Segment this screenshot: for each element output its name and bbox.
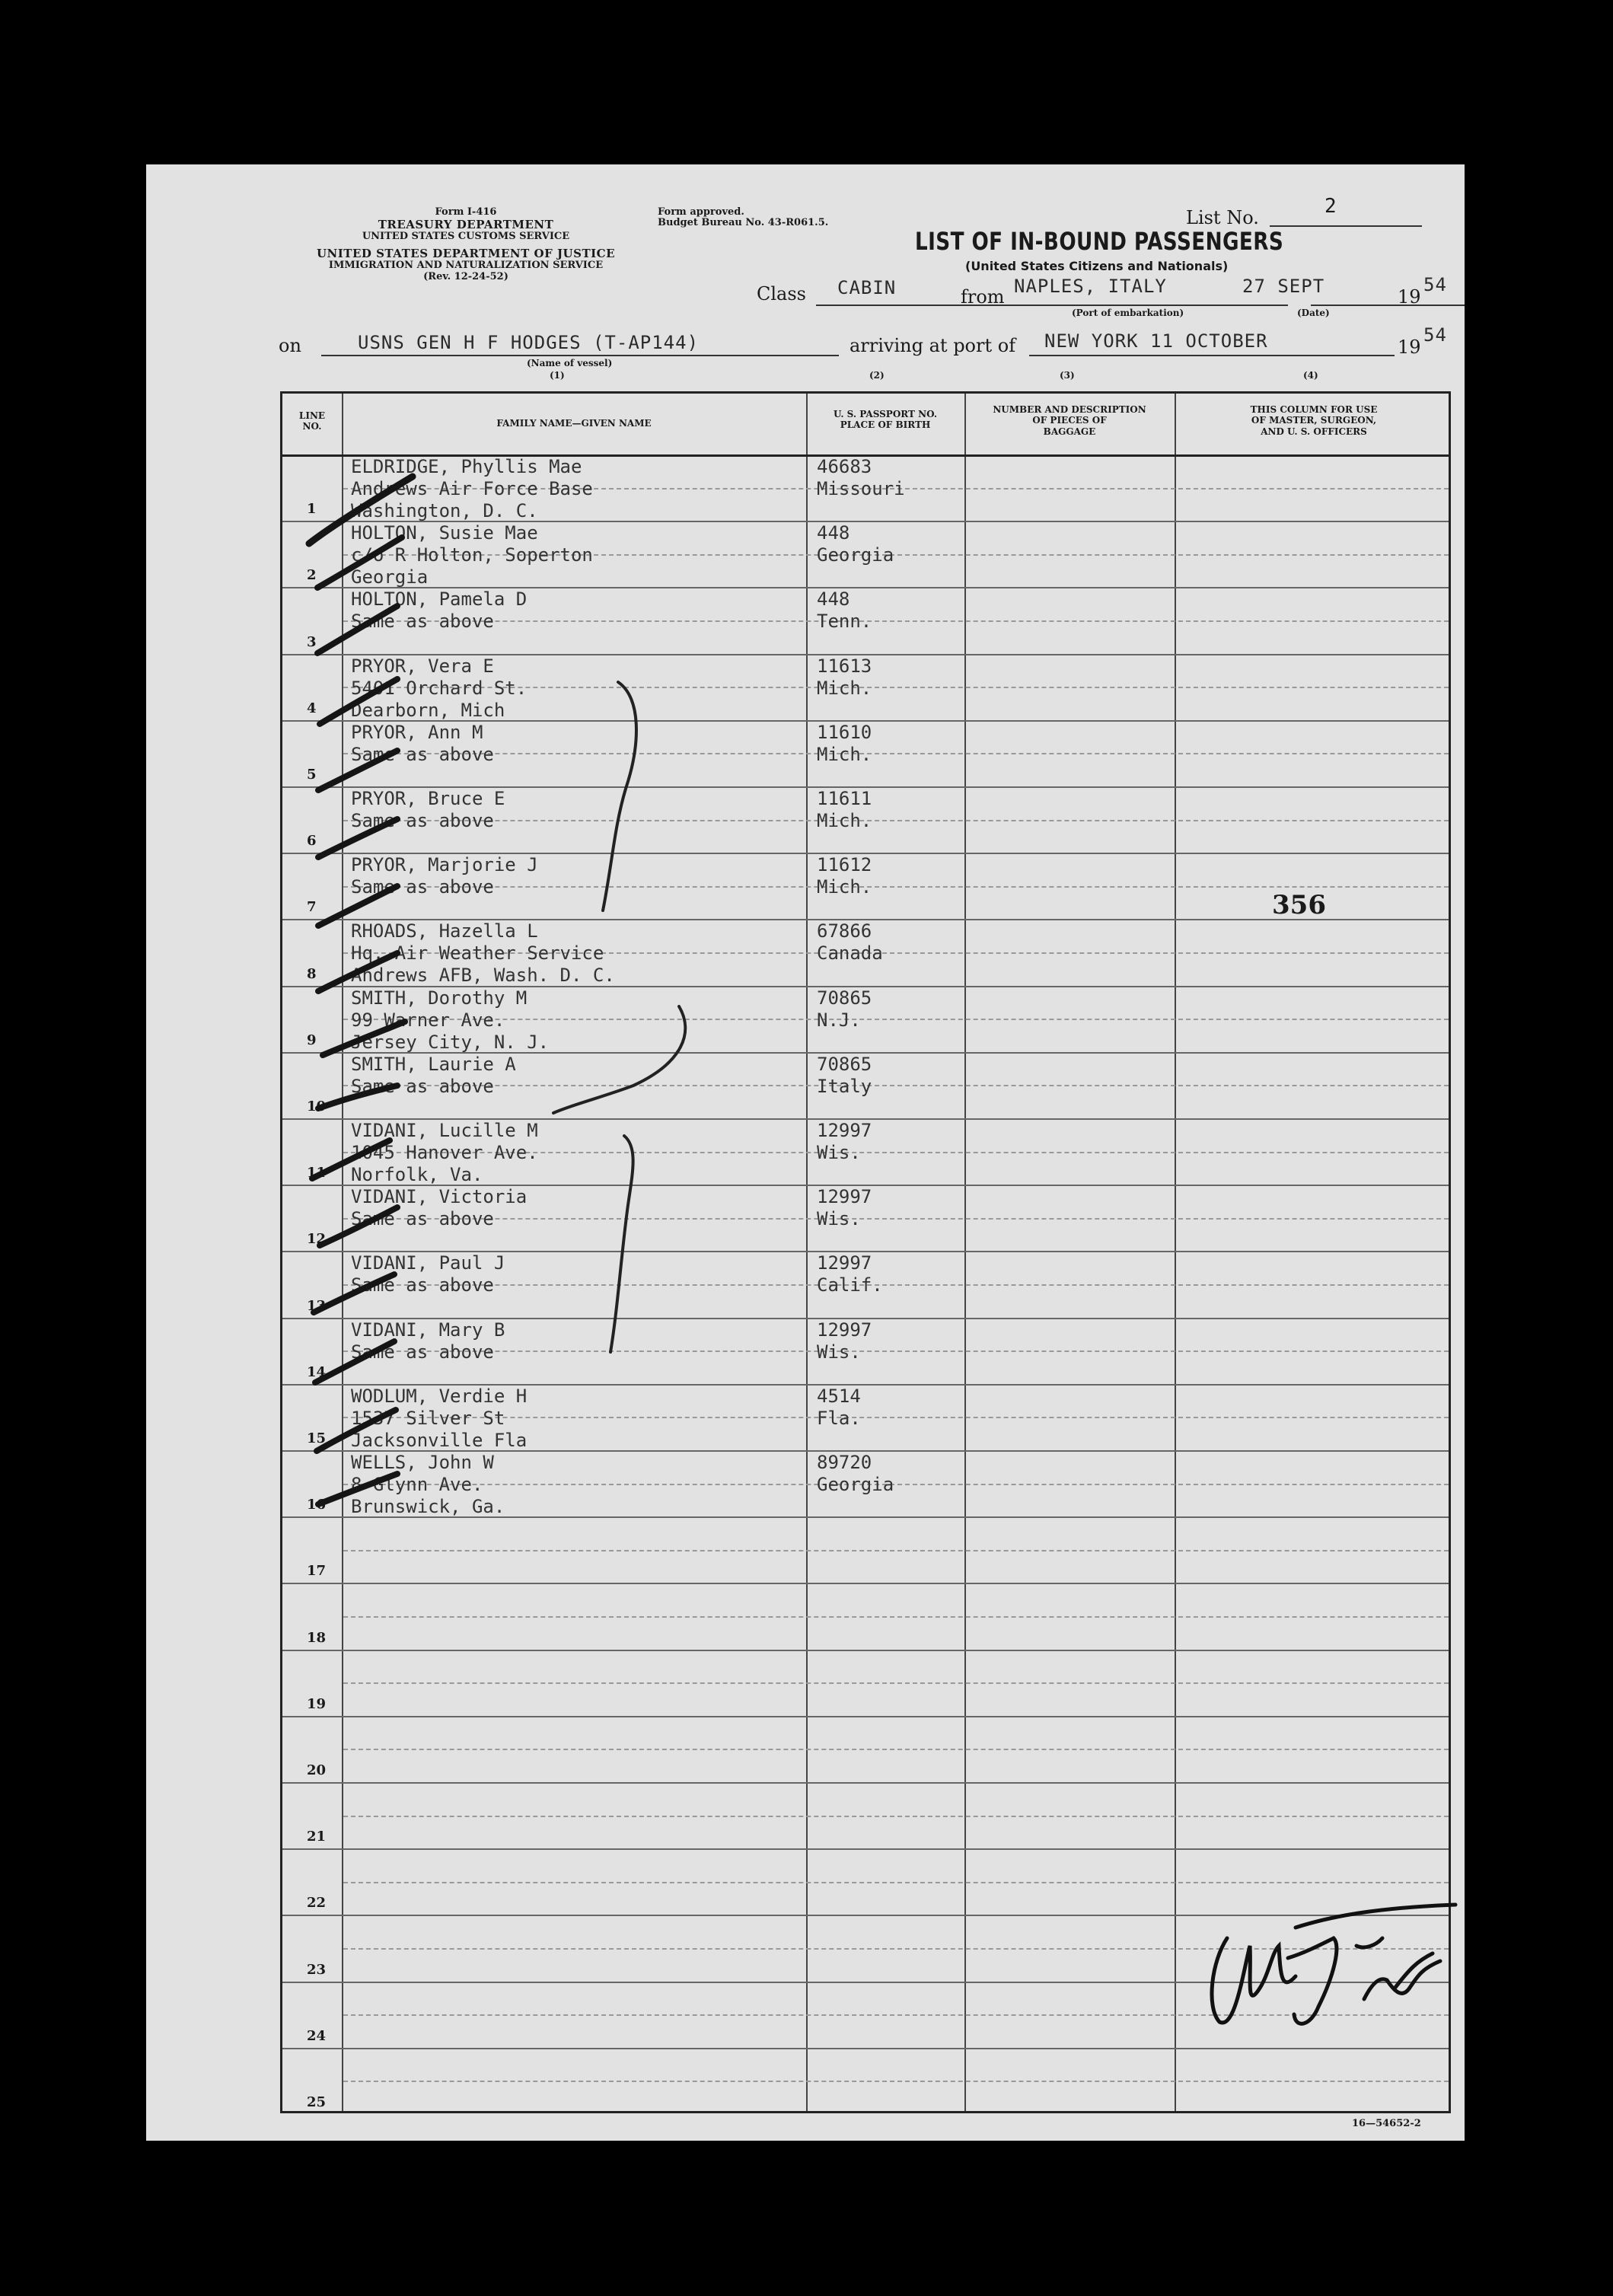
row-divider (282, 1716, 1449, 1717)
revision-date: (Rev. 12-24-52) (423, 271, 508, 283)
arriving-label: arriving at port of (850, 335, 1016, 356)
row-guide (343, 1948, 1449, 1950)
header-baggage: NUMBER AND DESCRIPTION OF PIECES OF BAGGAGE (993, 404, 1146, 437)
passenger-name-address: SMITH, Laurie A Same as above (351, 1053, 516, 1097)
row-divider (282, 1915, 1449, 1916)
document-sheet (146, 164, 1465, 2141)
passport-birthplace: 70865 Italy (817, 1053, 872, 1097)
year-depart: 54 (1423, 274, 1447, 295)
passenger-name-address: VIDANI, Paul J Same as above (351, 1252, 505, 1296)
row-guide (343, 1550, 1449, 1551)
from-label: from (961, 286, 1005, 308)
arrival-line (1029, 355, 1395, 356)
line-number: 25 (307, 2094, 327, 2110)
class-label: Class (757, 283, 806, 305)
passport-birthplace: 11612 Mich. (817, 854, 872, 898)
service-name: UNITED STATES CUSTOMS SERVICE (362, 231, 570, 243)
justice-name: UNITED STATES DEPARTMENT OF JUSTICE (316, 247, 616, 261)
vessel-line (321, 355, 839, 356)
passenger-name-address: VIDANI, Mary B Same as above (351, 1319, 505, 1363)
row-guide (343, 2014, 1449, 2016)
row-guide (343, 1350, 1449, 1352)
arrival-value: NEW YORK 11 OCTOBER (1044, 330, 1268, 352)
passport-birthplace: 448 Georgia (817, 522, 894, 566)
passport-birthplace: 70865 N.J. (817, 987, 872, 1031)
line-number: 19 (307, 1695, 327, 1712)
row-divider (282, 1782, 1449, 1784)
col2-number: (2) (869, 370, 885, 381)
list-number-line (1270, 225, 1422, 227)
passport-birthplace: 46683 Missouri (817, 456, 905, 499)
passport-birthplace: 89720 Georgia (817, 1452, 894, 1495)
row-guide (343, 1882, 1449, 1883)
passenger-name-address: HOLTON, Pamela D Same as above (351, 588, 528, 633)
row-divider (282, 1516, 1449, 1518)
form-number: Form I-416 (435, 206, 497, 218)
row-divider (282, 1982, 1449, 1983)
passenger-name-address: VIDANI, Lucille M 1045 Hanover Ave. Norfolk, Va. (351, 1120, 538, 1185)
line-number: 6 (307, 833, 317, 850)
embark-caption: (Port of embarkation) (1072, 308, 1184, 318)
year-arrive: 54 (1423, 324, 1447, 346)
line-number: 10 (307, 1099, 327, 1115)
passport-birthplace: 12997 Wis. (817, 1120, 872, 1163)
passenger-name-address: ELDRIDGE, Phyllis Mae Andrews Air Force Base Washington, D. C. (351, 456, 593, 521)
year-prefix-arrive: 19 (1398, 336, 1421, 358)
budget-text: Budget Bureau No. 43-R061.5. (658, 217, 829, 229)
header-passport: U. S. PASSPORT NO. PLACE OF BIRTH (833, 409, 938, 431)
line-number: 7 (307, 899, 317, 916)
passenger-name-address: WELLS, John W 8 Glynn Ave. Brunswick, Ga. (351, 1452, 505, 1517)
line-number: 3 (307, 633, 317, 650)
line-number: 8 (307, 965, 317, 982)
row-divider (282, 2048, 1449, 2049)
line-number: 17 (307, 1563, 327, 1580)
line-number: 14 (307, 1363, 327, 1380)
passport-birthplace: 4514 Fla. (817, 1385, 861, 1429)
row-guide (343, 2081, 1449, 2082)
col3-number: (3) (1060, 370, 1075, 381)
line-number: 16 (307, 1497, 327, 1513)
date-caption: (Date) (1297, 308, 1330, 318)
line-number: 24 (307, 2027, 327, 2044)
row-guide (343, 1484, 1449, 1485)
passenger-name-address: HOLTON, Susie Mae c/o R Holton, Soperton Georgia (351, 522, 593, 588)
year-prefix: 19 (1398, 286, 1421, 308)
row-divider (282, 1583, 1449, 1584)
passport-birthplace: 12997 Calif. (817, 1252, 883, 1296)
line-number: 22 (307, 1895, 327, 1912)
line-number: 23 (307, 1961, 327, 1978)
header-officers: THIS COLUMN FOR USE OF MASTER, SURGEON, AND U. S. OFFICERS (1250, 404, 1378, 437)
vessel-name: USNS GEN H F HODGES (T-AP144) (358, 332, 700, 353)
agency-header (276, 207, 656, 283)
line-number: 5 (307, 767, 317, 783)
row-guide (343, 1284, 1449, 1286)
line-number: 21 (307, 1829, 327, 1845)
line-number: 4 (307, 700, 317, 716)
line-number: 12 (307, 1231, 327, 1248)
passenger-name-address: PRYOR, Bruce E Same as above (351, 788, 505, 831)
passport-birthplace: 12997 Wis. (817, 1186, 872, 1230)
passport-birthplace: 67866 Canada (817, 920, 883, 965)
line-number: 15 (307, 1430, 327, 1446)
row-divider (282, 1848, 1449, 1850)
approval-note (658, 207, 828, 229)
col1-number: (1) (550, 370, 565, 381)
passport-birthplace: 11610 Mich. (817, 721, 872, 765)
line-number: 18 (307, 1629, 327, 1646)
vessel-caption: (Name of vessel) (527, 358, 613, 368)
officer-note: 356 (1272, 890, 1326, 920)
approved-text: Form approved. (658, 206, 744, 218)
department-name: TREASURY DEPARTMENT (378, 217, 554, 231)
row-guide (343, 1816, 1449, 1817)
from-value: NAPLES, ITALY (1014, 276, 1167, 297)
page-subtitle: (United States Citizens and Nationals) (965, 259, 1229, 273)
passenger-name-address: VIDANI, Victoria Same as above (351, 1186, 528, 1230)
passenger-name-address: PRYOR, Vera E 5401 Orchard St. Dearborn, Mich (351, 655, 528, 721)
line-number: 11 (307, 1165, 327, 1181)
line-number: 1 (307, 501, 317, 518)
passport-birthplace: 448 Tenn. (817, 588, 872, 633)
passenger-table (280, 391, 1451, 2113)
passport-birthplace: 12997 Wis. (817, 1319, 872, 1363)
ins-name: IMMIGRATION AND NATURALIZATION SERVICE (328, 260, 604, 272)
class-value: CABIN (837, 277, 897, 298)
page-title: LIST OF IN-BOUND PASSENGERS (915, 227, 1284, 256)
row-divider (282, 1650, 1449, 1651)
row-guide (343, 753, 1449, 754)
list-number-value: 2 (1325, 195, 1337, 218)
from-line (1006, 305, 1288, 306)
passenger-name-address: RHOADS, Hazella L Hq. Air Weather Service Andrews AFB, Wash. D. C. (351, 920, 615, 987)
on-label: on (279, 335, 301, 356)
row-guide (343, 1616, 1449, 1618)
row-guide (343, 820, 1449, 821)
header-line-no: LINE NO. (298, 410, 326, 432)
line-number: 2 (307, 567, 317, 584)
line-number: 20 (307, 1762, 327, 1778)
line-number: 9 (307, 1032, 317, 1048)
passenger-name-address: SMITH, Dorothy M 99 Warner Ave. Jersey City, N. J. (351, 987, 550, 1053)
passenger-name-address: PRYOR, Marjorie J Same as above (351, 854, 538, 898)
row-guide (343, 1682, 1449, 1684)
line-number: 13 (307, 1297, 327, 1314)
depart-date: 27 SEPT (1242, 276, 1325, 297)
passport-birthplace: 11613 Mich. (817, 655, 872, 699)
passenger-name-address: PRYOR, Ann M Same as above (351, 721, 494, 765)
header-name: FAMILY NAME—GIVEN NAME (496, 418, 652, 429)
col4-number: (4) (1303, 370, 1318, 381)
row-guide (343, 1749, 1449, 1750)
passport-birthplace: 11611 Mich. (817, 788, 872, 831)
footer-code: 16—54652-2 (1352, 2118, 1421, 2129)
passenger-name-address: WODLUM, Verdie H 1537 Silver St Jacksonville Fla (351, 1385, 528, 1451)
date-line (1311, 305, 1465, 306)
list-number-label: List No. (1186, 207, 1259, 228)
